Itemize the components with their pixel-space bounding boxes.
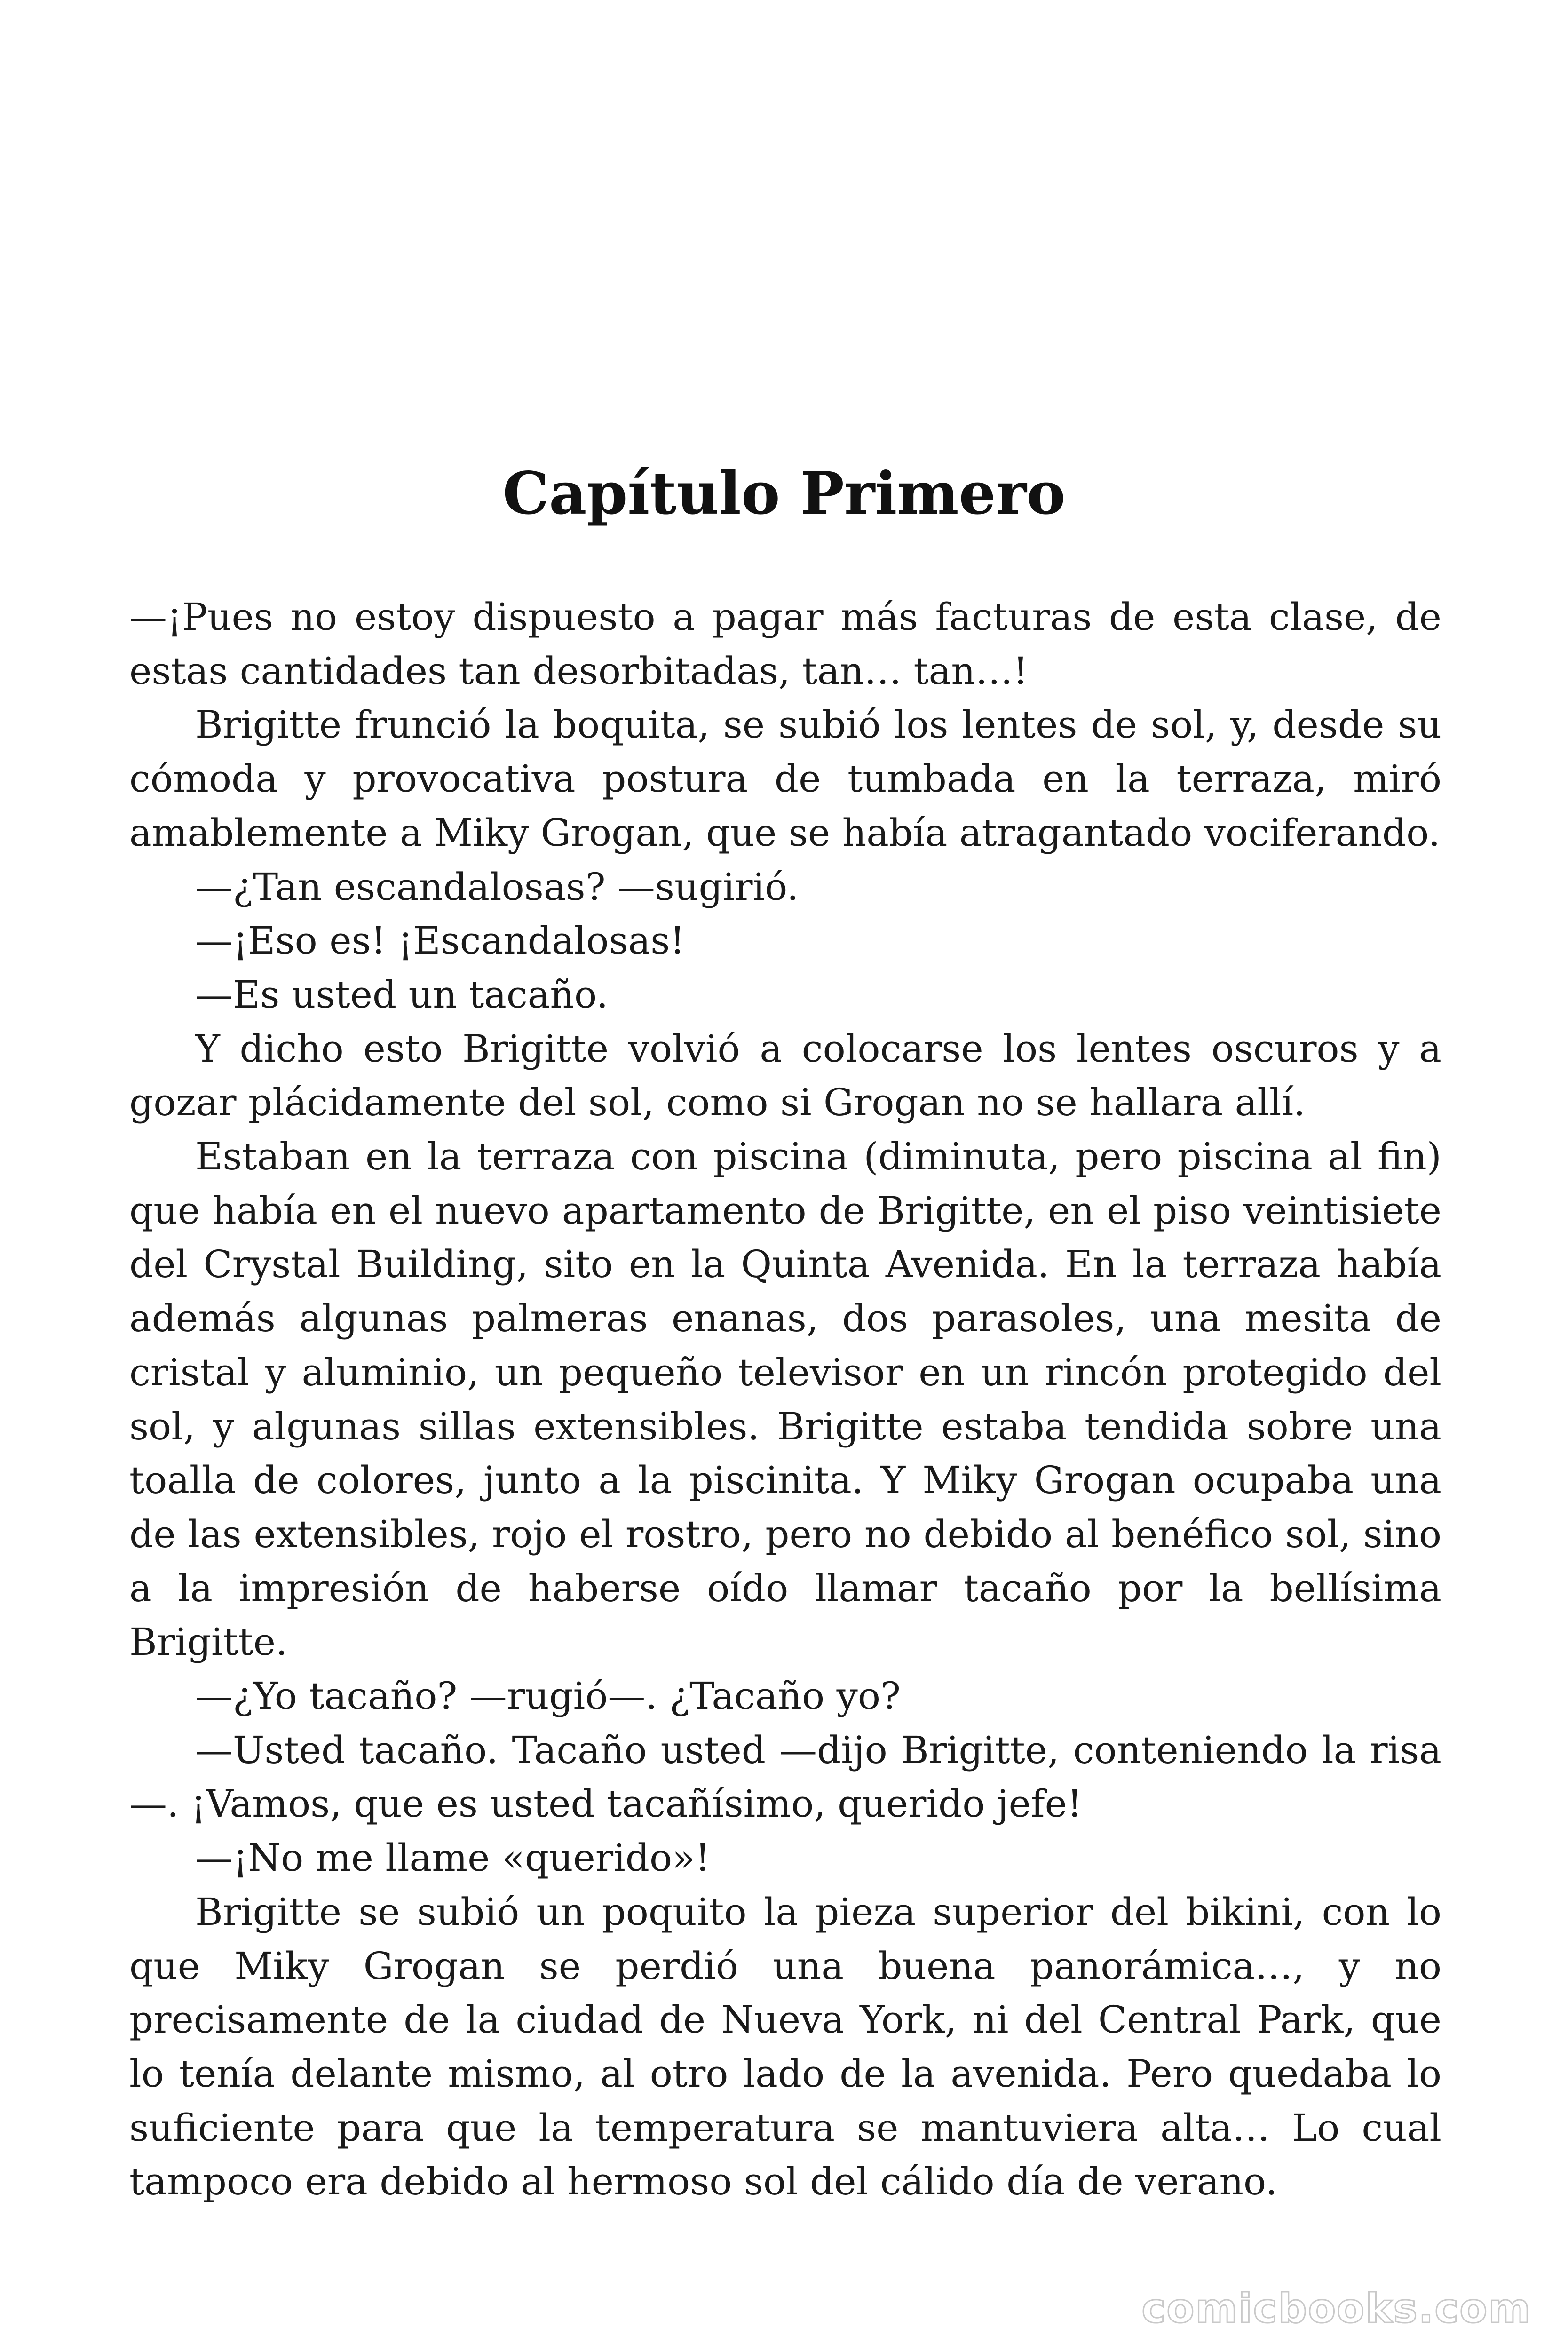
paragraph: Y dicho esto Brigitte volvió a colocarse los lentes oscuros y a gozar plácidamente del sol, como si Grogan no se hallara allí. <box>129 1026 1441 1125</box>
paragraph: —¿Tan escandalosas? —sugirió. <box>195 865 799 909</box>
paragraph: Brigitte frunció la boquita, se subió los lentes de sol, y, desde su cómoda y provocativa postura de tumbada en la terraza, miró amablemente a Miky Grogan, que se había atragantado vociferando. <box>129 703 1441 855</box>
paragraph: —Usted tacaño. Tacaño usted —dijo Brigitte, conteniendo la risa —. ¡Vamos, que es usted tacañísimo, querido jefe! <box>129 1728 1441 1826</box>
watermark: comicbooks.com <box>1141 2285 1531 2332</box>
chapter-title: Capítulo Primero <box>502 460 1066 528</box>
paragraph: —Es usted un tacaño. <box>195 972 609 1017</box>
paragraph: Brigitte se subió un poquito la pieza superior del bikini, con lo que Miky Grogan se perdió una buena panorámica…, y no precisamente de la ciudad de Nueva York, ni del Central Park, que lo tenía delante mismo, al otro lado de la avenida. Pero quedaba lo suficiente para que la temperatura se mantuviera alta… Lo cual tampoco era debido al hermoso sol del cálido día de verano. <box>129 1890 1441 2204</box>
chapter-body <box>129 590 1441 2209</box>
paragraph: —¡No me llame «querido»! <box>195 1836 711 1880</box>
paragraph: Estaban en la terraza con piscina (diminuta, pero piscina al fin) que había en el nuevo apartamento de Brigitte, en el piso veintisiete del Crystal Building, sito en la Quinta Avenida. En la terraza había además algunas palmeras enanas, dos parasoles, una mesita de cristal y aluminio, un pequeño televisor en un rincón protegido del sol, y algunas sillas extensibles. Brigitte estaba tendida sobre una toalla de colores, junto a la piscinita. Y Miky Grogan ocupaba una de las extensibles, rojo el rostro, pero no debido al benéfico sol, sino a la impresión de haberse oído llamar tacaño por la bellísima Brigitte. <box>129 1135 1441 1664</box>
paragraph: —¿Yo tacaño? —rugió—. ¿Tacaño yo? <box>195 1674 901 1718</box>
paragraph: —¡Pues no estoy dispuesto a pagar más facturas de esta clase, de estas cantidades tan desorbitadas, tan… tan…! <box>129 595 1441 693</box>
paragraph: —¡Eso es! ¡Escandalosas! <box>195 919 685 963</box>
